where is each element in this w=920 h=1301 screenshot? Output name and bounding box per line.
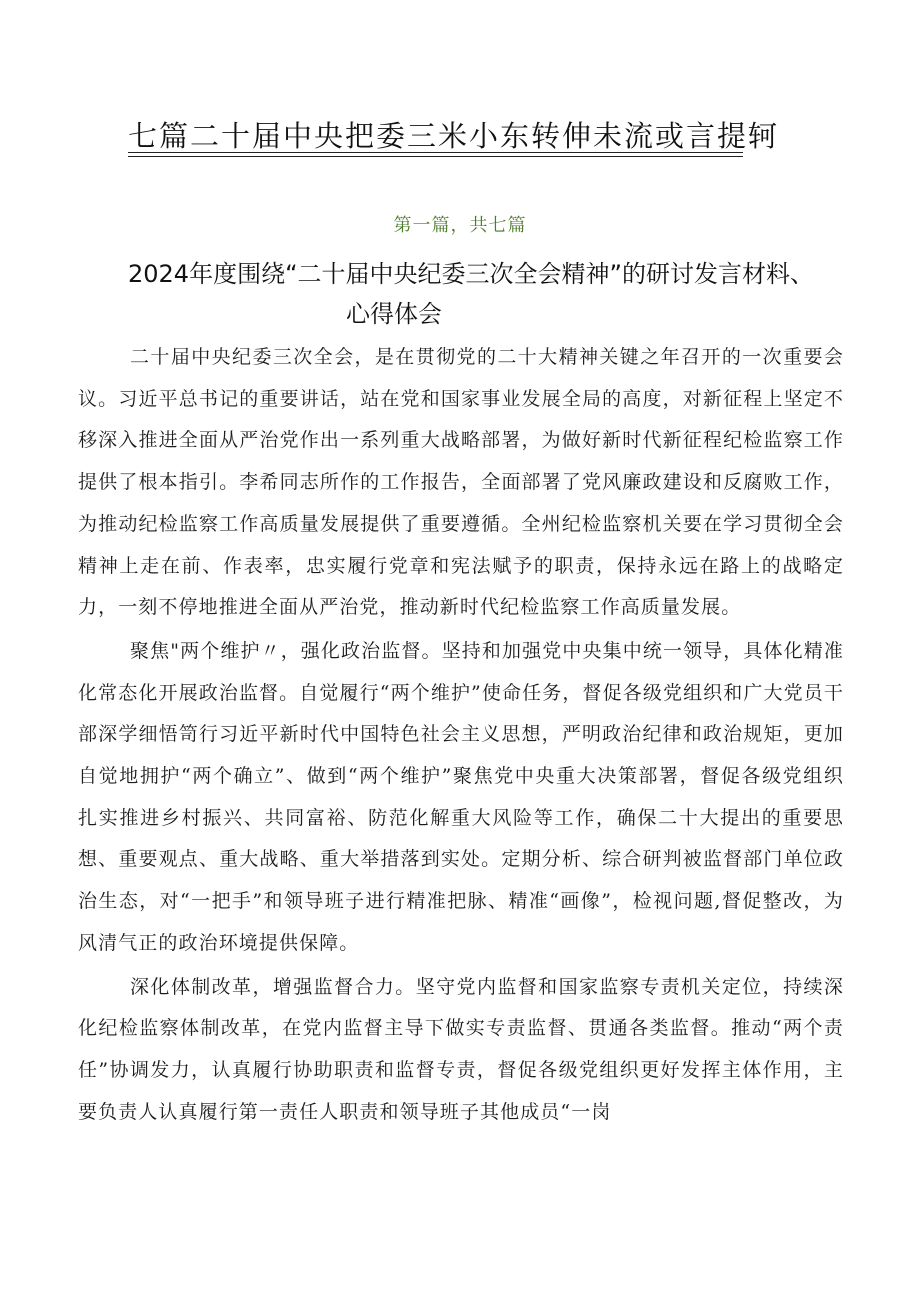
- article-body: [78, 337, 844, 1133]
- article-title-line1: 2024年度围绕“二十届中央纪委三次全会精神”的研讨发言材料、: [128, 260, 814, 288]
- title-underline-top: [128, 152, 743, 153]
- section-label: 第一篇，共七篇: [393, 215, 527, 236]
- document-header-title: 七篇二十届中央把委三米小东转伸未流或言提轲: [128, 119, 780, 153]
- paragraph-3: 深化体制改革，增强监督合力。坚守党内监督和国家监察专责机关定位，持续深化纪检监察体制改革，在党内监督主导下做实专责监督、贯通各类监督。推动“两个责任”协调发力，认真履行协助职责和监督专责，督促各级党组织更好发挥主体作用，主要负责人认真履行第一责任人职责和领导班子其他成员“一岗: [78, 975, 844, 1123]
- article-title: [128, 254, 868, 334]
- paragraph-2: 聚焦"两个维护〃，强化政治监督。坚持和加强党中央集中统一领导，具体化精准化常态化开展政治监督。自觉履行“两个维护”使命任务，督促各级党组织和广大党员干部深学细悟笥行习近平新时代中国特色社会主义思想，严明政治纪律和政治规矩，更加自觉地拥护“两个确立”、做到“两个维护”聚焦党中央重大决策部署，督促各级党组织扎实推进乡村振兴、共同富裕、防范化解重大风险等工作，确保二十大提出的重要思想、重要观点、重大战略、重大举措落到实处。定期分析、综合研判被监督部门单位政治生态，对“一把手”和领导班子进行精准把脉、精准“画像”，检视问题,督促整改，为风清气正的政治环境提供保障。: [78, 639, 844, 954]
- paragraph-1: 二十届中央纪委三次全会，是在贯彻党的二十大精神关键之年召开的一次重要会议。习近平总书记的重要讲话，站在党和国家事业发展全局的高度，对新征程上坚定不移深入推进全面从严治党作出一系列重大战略部署，为做好新时代新征程纪检监察工作提供了根本指引。李希同志所作的工作报告，全面部署了党风廉政建设和反腐败工作，为推动纪检监察工作高质量发展提供了重要遵循。全州纪检监察机关要在学习贯彻全会精神上走在前、作表率，忠实履行党章和宪法赋予的职责，保持永远在路上的战略定力，一刻不停地推进全面从严治党，推动新时代纪检监察工作高质量发展。: [78, 346, 844, 619]
- title-underline-bottom: [128, 156, 743, 157]
- article-title-line2: 心得体会: [346, 300, 442, 328]
